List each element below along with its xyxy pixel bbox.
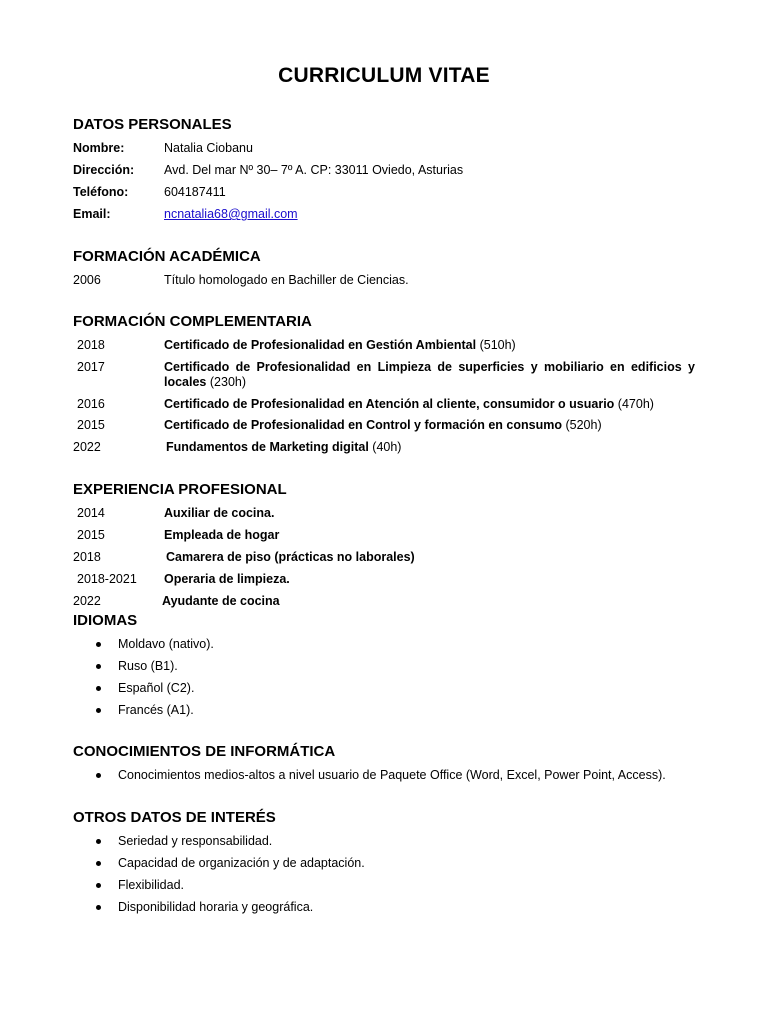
academic-row — [73, 271, 695, 289]
section-heading-other: OTROS DATOS DE INTERÉS — [73, 809, 276, 826]
field-value: Natalia Ciobanu — [164, 141, 253, 155]
personal-row-email — [73, 205, 695, 223]
field-value: Avd. Del mar Nº 30– 7º A. CP: 33011 Oviedo, Asturias — [164, 163, 464, 177]
bullet-icon — [96, 905, 101, 910]
section-heading-personal: DATOS PERSONALES — [73, 116, 232, 133]
entry-text: Título homologado en Bachiller de Ciencias. — [164, 273, 409, 287]
year: 2016 — [77, 397, 105, 411]
year: 2018 — [73, 550, 101, 564]
bullet-icon — [96, 839, 101, 844]
complementary-row — [73, 416, 695, 434]
year: 2006 — [73, 273, 101, 287]
section-heading-experience: EXPERIENCIA PROFESIONAL — [73, 481, 287, 498]
course-title: Certificado de Profesionalidad en Gestión Ambiental — [164, 338, 477, 352]
year: 2015 — [77, 528, 105, 542]
bullet-icon — [96, 664, 101, 669]
personal-row-phone — [73, 183, 695, 201]
personal-row-address — [73, 161, 695, 179]
bullet-icon — [96, 708, 101, 713]
experience-row — [73, 592, 695, 610]
document-title: CURRICULUM VITAE — [278, 64, 490, 87]
complementary-row — [73, 438, 695, 456]
experience-row — [73, 526, 695, 544]
course-title: Fundamentos de Marketing digital — [166, 440, 369, 454]
year: 2022 — [73, 440, 101, 454]
job-title: Auxiliar de cocina. — [164, 506, 275, 520]
section-heading-complementary: FORMACIÓN COMPLEMENTARIA — [73, 313, 312, 330]
year: 2014 — [77, 506, 105, 520]
course-hours: (230h) — [209, 375, 247, 389]
complementary-row — [73, 336, 695, 354]
course-hours: (510h) — [479, 338, 516, 352]
field-label: Teléfono: — [73, 185, 129, 199]
year: 2017 — [77, 360, 105, 374]
field-label: Nombre: — [73, 141, 125, 155]
section-heading-languages: IDIOMAS — [73, 612, 138, 629]
job-title: Empleada de hogar — [164, 528, 280, 542]
job-title: Ayudante de cocina — [162, 594, 280, 608]
bullet-icon — [96, 773, 101, 778]
bullet-icon — [96, 883, 101, 888]
experience-row — [73, 504, 695, 522]
job-title: Camarera de piso (prácticas no laborales) — [166, 550, 415, 564]
year: 2018 — [77, 338, 105, 352]
experience-row — [73, 570, 695, 588]
year: 2015 — [77, 418, 105, 432]
year: 2022 — [73, 594, 101, 608]
experience-row — [73, 548, 695, 566]
course-hours: (40h) — [372, 440, 402, 454]
cv-page: CURRICULUM VITAE DATOS PERSONALES Nombre: Natalia Ciobanu Dirección: Avd. Del mar Nº 30– 7º A. CP: 33011 Oviedo, Asturias Teléfono: 604187411 Email: ncnatalia68@gmail.com FORMACIÓN ACADÉMICA 2006 Título homologado en Bachiller de Ciencias. FORMACIÓN COMPLEMENTARIA 2018 Certificado de Profesionalidad en Gestión Ambiental (510h) 2017 Certificado de Profesionalidad en Limpieza de superficies y mobiliario en edificios y locales (230h) 2016 Certificado de Profesionalidad en Atención al cliente, consumidor o usuario (470h) 2015 Certificado de Profesionalidad en Control y formación en consumo (520h) 2022 Fundamentos de Marketing digital (40h) EXPERIENCIA PROFESIONAL 2014 Auxiliar de cocina. 2015 Empleada de hogar 2018 Camarera de piso (prácticas no laborales) 2018-2021 Operaria de limpieza. 2022 Ayudante de cocina IDIOMAS Moldavo (nativo). Ruso (B1). Español (C2). Francés (A1). CONOCIMIENTOS DE INFORMÁTICA Conocimientos medios-altos a nivel usuario de Paquete Office (Word, Excel, Power Point, Access). OTROS DATOS DE INTERÉS Seriedad y responsabilidad. Capacidad de organización y de adaptación. Flexibilidad. Disponibilidad horaria y geográfica. — [0, 0, 768, 1024]
field-value: 604187411 — [164, 185, 226, 199]
course-title: Certificado de Profesionalidad en Limpieza de superficies y mobiliario en edificios y locales — [164, 360, 695, 389]
course-title: Certificado de Profesionalidad en Atención al cliente, consumidor o usuario — [164, 397, 615, 411]
bullet-icon — [96, 642, 101, 647]
course-hours: (470h) — [617, 397, 654, 411]
email-link[interactable]: ncnatalia68@gmail.com — [164, 207, 298, 221]
section-heading-academic: FORMACIÓN ACADÉMICA — [73, 248, 261, 265]
field-label: Dirección: — [73, 163, 135, 177]
complementary-row — [73, 395, 695, 413]
year: 2018-2021 — [77, 572, 137, 586]
complementary-row — [73, 358, 695, 392]
course-title: Certificado de Profesionalidad en Control y formación en consumo — [164, 418, 562, 432]
job-title: Operaria de limpieza. — [164, 572, 290, 586]
course-hours: (520h) — [565, 418, 602, 432]
bullet-icon — [96, 861, 101, 866]
field-label: Email: — [73, 207, 111, 221]
bullet-icon — [96, 686, 101, 691]
section-heading-computing: CONOCIMIENTOS DE INFORMÁTICA — [73, 743, 336, 760]
personal-row-name — [73, 139, 695, 157]
